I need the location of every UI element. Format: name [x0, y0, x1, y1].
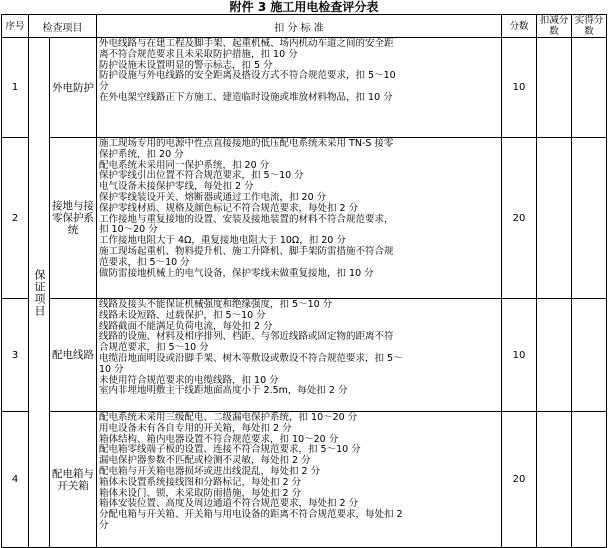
- header-standard: 扣 分 标 准: [97, 15, 502, 38]
- table-header-row: [2, 15, 607, 38]
- row-seq: 3: [2, 299, 29, 412]
- score-table: [1, 14, 607, 548]
- table-row: [2, 38, 607, 138]
- group-cell: [29, 38, 50, 548]
- row-actual: [572, 138, 607, 299]
- row-score: 10: [502, 38, 537, 138]
- header-item: 检查项目: [29, 15, 97, 38]
- row-actual: [572, 299, 607, 412]
- header-score: 分数: [502, 15, 537, 38]
- table-row: [2, 138, 607, 299]
- row-seq: 2: [2, 138, 29, 299]
- row-item-name: 接地与接零保护系统: [50, 138, 97, 299]
- table-row: [2, 412, 607, 548]
- header-seq: 序号: [2, 15, 29, 38]
- table-row: [2, 299, 607, 412]
- page-title: 附件 3 施工用电检查评分表: [229, 0, 379, 14]
- row-score: 20: [502, 138, 537, 299]
- row-score: 10: [502, 299, 537, 412]
- row-deduct: [537, 38, 572, 138]
- row-standard: 施工现场专用的电源中性点直接接地的低压配电系统未采用 TN-S 接零 保护系统，扣 20 分 配电系统未采用同一保护系统，扣 20 分 保护零线引出位置不符合规范要求，扣 5～10 分 电气设备未接保护零线，每处扣 2 分 保护零线装设开关、熔断器或通过工作电流，扣 20 分 保护零线材质、规格及颜色标记不符合规范要求，每处扣 2 分 工作接地与重复接地的设置、安装及接地装置的材料不符合规范要求， 扣 10～20 分 工作接地电阻大于 4Ω，重复接地电阻大于 10Ω，扣 20 分 施工现场起重机、物料提升机、施工升降机、脚手架防雷措施不符合规 范要求，扣 5～10 分 做防雷接地机械上的电气设备，保护零线未做重复接地，扣 10 分: [97, 138, 502, 299]
- row-actual: [572, 38, 607, 138]
- group-label: 保证项目: [33, 268, 46, 317]
- row-item-name: 配电线路: [50, 299, 97, 412]
- header-actual: 实得分数: [572, 15, 607, 38]
- row-standard: 外电线路与在建工程及脚手架、起重机械、场内机动车道之间的安全距 离不符合规范要求且未采取防护措施，扣 10 分 防护设施未设置明显的警示标志，扣 5 分 防护设施与外电线路的安全距离及搭设方式不符合规范要求，扣 5～10 分 在外电架空线路正下方施工、建造临时设施或堆放材料物品，扣 10 分: [97, 38, 502, 138]
- row-seq: 4: [2, 412, 29, 548]
- header-deduct: 扣减分数: [537, 15, 572, 38]
- row-deduct: [537, 138, 572, 299]
- row-standard: 配电系统未采用三级配电、二级漏电保护系统，扣 10～20 分 用电设备未有各自专用的开关箱，每处扣 2 分 箱体结构、箱内电器设置不符合规范要求，扣 10～20 分 配电箱零线端子板的设置、连接不符合规范要求，扣 5～10 分 漏电保护器参数不匹配或检测不灵敏，每处扣 2 分 配电箱与开关箱电器损坏或进出线混乱，每处扣 2 分 箱体未设置系统接线图和分路标记，每处扣 2 分 箱体未设门、锁，未采取防雨措施，每处扣 2 分 箱体安装位置、高度及周边通道不符合规范要求，每处扣 2 分 分配电箱与开关箱、开关箱与用电设备的距离不符合规范要求，每处扣 2 分: [97, 412, 502, 548]
- row-item-name: 外电防护: [50, 38, 97, 138]
- row-standard: 线路及接头不能保证机械强度和绝缘强度，扣 5～10 分 线路未设短路、过载保护，扣 5～10 分 线路截面不能满足负荷电流，每处扣 2 分 线路的设施、材料及相序排列、档距、与邻近线路或固定物的距离不符 合规范要求，扣 5～10 分 电缆沿地面明设或沿脚手架、树木等敷设或敷设不符合规范要求，扣 5～ 10 分 未使用符合规范要求的电缆线路，扣 10 分 室内非埋地明敷主干线距地面高度小于 2.5m，每处扣 2 分: [97, 299, 502, 412]
- row-deduct: [537, 412, 572, 548]
- row-score: 20: [502, 412, 537, 548]
- row-item-name: 配电箱与开关箱: [50, 412, 97, 548]
- row-seq: 1: [2, 38, 29, 138]
- row-actual: [572, 412, 607, 548]
- row-deduct: [537, 299, 572, 412]
